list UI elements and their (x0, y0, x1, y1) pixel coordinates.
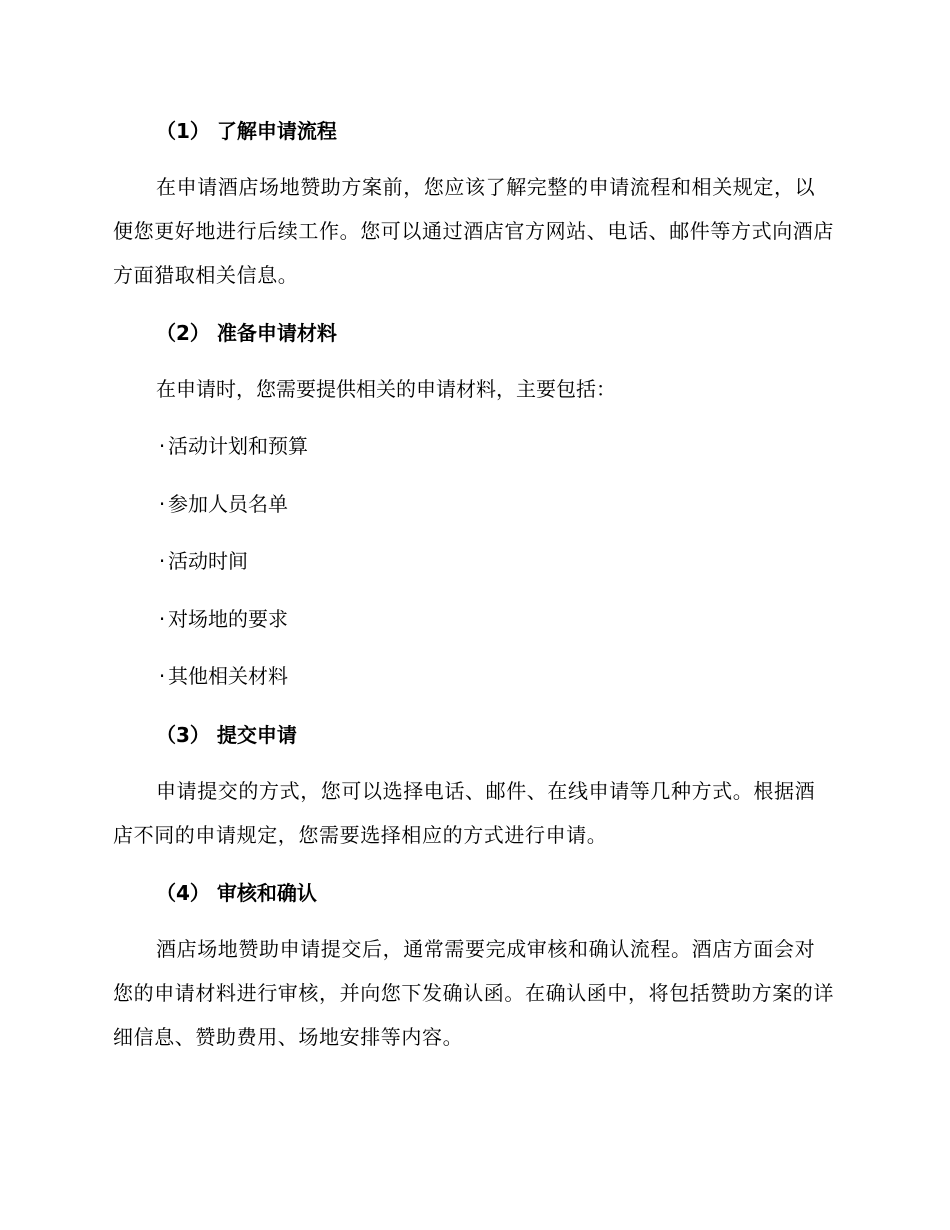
bullet-icon: · (158, 491, 166, 516)
section-paragraph-1: 在申请酒店场地赞助方案前，您应该了解完整的申请流程和相关规定，以便您更好地进行后续工作。您可以通过酒店官方网站、电话、邮件等方式向酒店方面猎取相关信息。 (113, 175, 834, 287)
bullet-icon: · (158, 606, 166, 631)
section-heading-3: （3） 提交申请 (156, 722, 297, 747)
section-heading-4: （4） 审核和确认 (156, 880, 317, 905)
list-item-text: 其他相关材料 (168, 664, 288, 688)
materials-list (113, 424, 835, 698)
list-item (113, 539, 835, 583)
list-item-text: 对场地的要求 (168, 606, 288, 631)
section-paragraph-4: 酒店场地赞助申请提交后，通常需要完成审核和确认流程。酒店方面会对您的申请材料进行审核，并向您下发确认函。在确认函中，将包括赞助方案的详细信息、赞助费用、场地安排等内容。 (113, 936, 834, 1049)
list-item (113, 654, 835, 698)
bullet-icon: · (158, 549, 166, 573)
bullet-icon: · (158, 664, 166, 688)
list-item (113, 424, 835, 468)
list-item-text: 活动时间 (168, 549, 248, 573)
list-item (113, 597, 835, 641)
bullet-icon: · (158, 434, 166, 458)
section-heading-1: （1） 了解申请流程 (156, 119, 337, 143)
list-item-text: 参加人员名单 (168, 491, 288, 516)
section-heading-2: （2） 准备申请材料 (156, 321, 337, 345)
document-body (113, 108, 835, 1072)
section-paragraph-3: 申请提交的方式，您可以选择电话、邮件、在线申请等几种方式。根据酒店不同的申请规定，您需要选择相应的方式进行申请。 (113, 778, 816, 847)
section-intro-2: 在申请时，您需要提供相关的申请材料，主要包括： (156, 377, 616, 401)
list-item (113, 482, 835, 526)
list-item-text: 活动计划和预算 (168, 434, 308, 458)
